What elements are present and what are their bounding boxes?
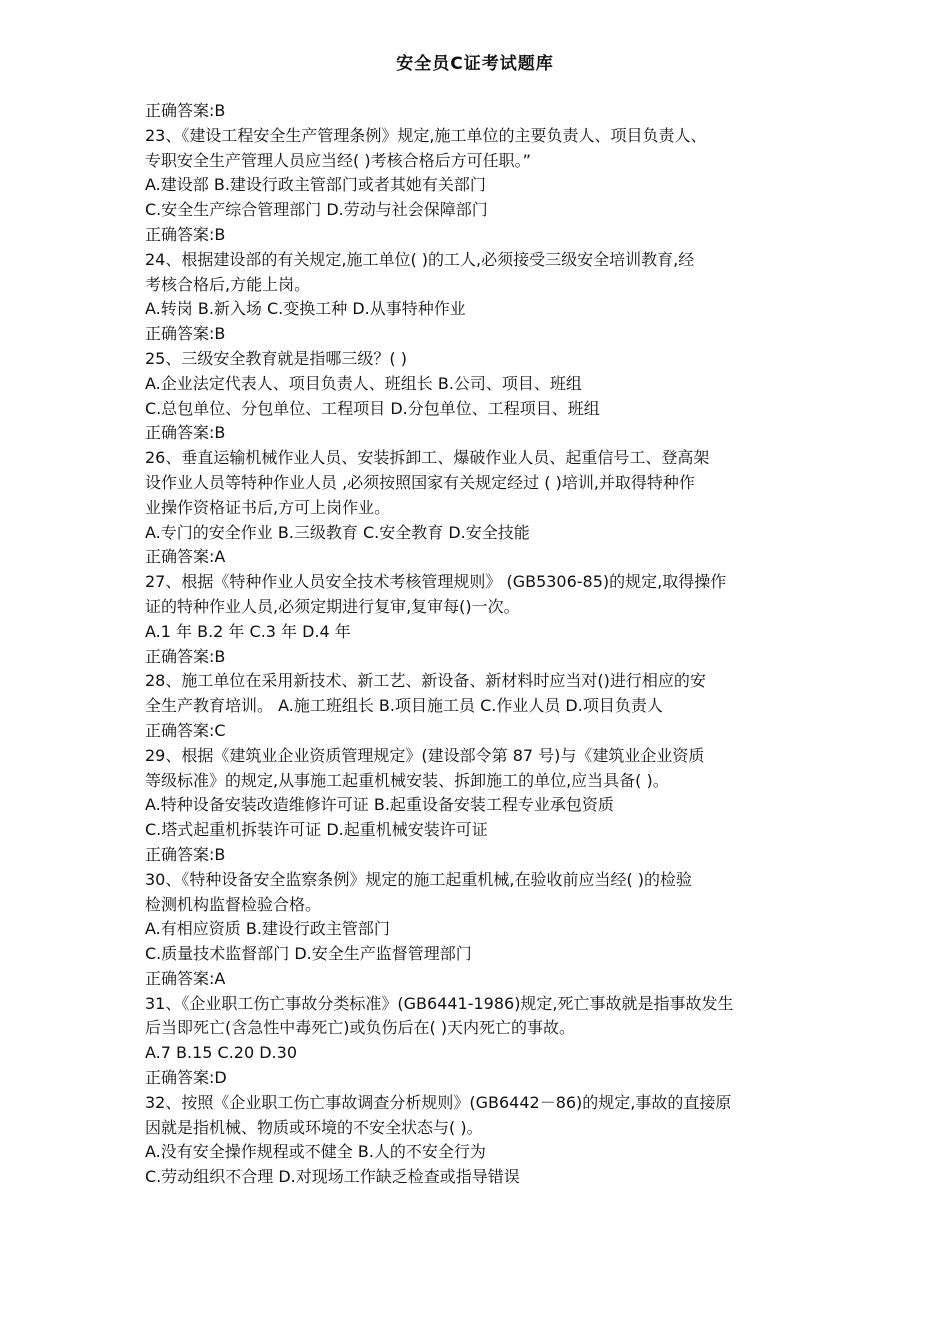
text-line: 31、《企业职工伤亡事故分类标准》(GB6441-1986)规定,死亡事故就是指事故发生	[145, 993, 734, 1013]
text-line: 考核合格后,方能上岗。	[145, 274, 311, 294]
page-title: 安全员C证考试题库	[396, 54, 554, 74]
text-line: 全生产教育培训。 A.施工班组长 B.项目施工员 C.作业人员 D.项目负责人	[145, 696, 663, 716]
text-line: 正确答案:A	[145, 547, 226, 567]
text-line: 27、根据《特种作业人员安全技术考核管理规则》 (GB5306-85)的规定,取得操作	[145, 572, 727, 592]
text-line: 正确答案:D	[145, 1068, 227, 1088]
text-line: 后当即死亡(含急性中毒死亡)或负伤后在( )天内死亡的事故。	[145, 1018, 576, 1038]
text-line: 因就是指机械、物质或环境的不安全状态与( )。	[145, 1117, 483, 1137]
text-line: 专职安全生产管理人员应当经( )考核合格后方可任职。”	[145, 150, 531, 170]
text-line: 正确答案:A	[145, 968, 226, 988]
text-line: A.7 B.15 C.20 D.30	[145, 1043, 297, 1063]
text-line: 28、施工单位在采用新技术、新工艺、新设备、新材料时应当对()进行相应的安	[145, 671, 706, 691]
text-line: 正确答案:B	[145, 844, 226, 864]
text-line: 26、垂直运输机械作业人员、安装拆卸工、爆破作业人员、起重信号工、登高架	[145, 448, 710, 468]
text-line: C.塔式起重机拆装许可证 D.起重机械安装许可证	[145, 820, 488, 840]
text-line: 正确答案:B	[145, 324, 226, 344]
text-line: 正确答案:B	[145, 101, 226, 120]
text-line: A.企业法定代表人、项目负责人、班组长 B.公司、项目、班组	[145, 373, 582, 393]
text-line: A.专门的安全作业 B.三级教育 C.安全教育 D.安全技能	[145, 522, 530, 542]
text-line: 23、《建设工程安全生产管理条例》规定,施工单位的主要负责人、项目负责人、	[145, 125, 707, 145]
text-line: A.转岗 B.新入场 C.变换工种 D.从事特种作业	[145, 299, 466, 319]
text-line: 29、根据《建筑业企业资质管理规定》(建设部令第 87 号)与《建筑业企业资质	[145, 745, 705, 765]
text-line: C.安全生产综合管理部门 D.劳动与社会保障部门	[145, 200, 488, 220]
text-line: A.特种设备安装改造维修许可证 B.起重设备安装工程专业承包资质	[145, 795, 614, 815]
text-line: 30、《特种设备安全监察条例》规定的施工起重机械,在验收前应当经( )的检验	[145, 869, 693, 889]
text-line: 24、根据建设部的有关规定,施工单位( )的工人,必须接受三级安全培训教育,经	[145, 249, 695, 269]
text-line: A.建设部 B.建设行政主管部门或者其她有关部门	[145, 175, 486, 195]
text-line: 正确答案:B	[145, 224, 226, 244]
text-line: C.劳动组织不合理 D.对现场工作缺乏检查或指导错误	[145, 1167, 520, 1187]
text-line: A.有相应资质 B.建设行政主管部门	[145, 919, 390, 939]
text-line: 正确答案:B	[145, 646, 226, 666]
text-line: C.总包单位、分包单位、工程项目 D.分包单位、工程项目、班组	[145, 398, 600, 418]
text-line: 证的特种作业人员,必须定期进行复审,复审每()一次。	[145, 596, 520, 616]
text-line: 业操作资格证书后,方可上岗作业。	[145, 497, 391, 517]
text-line: A.1 年 B.2 年 C.3 年 D.4 年	[145, 621, 351, 641]
text-line: 检测机构监督检验合格。	[145, 894, 322, 914]
text-line: 设作业人员等特种作业人员 ,必须按照国家有关规定经过 ( )培训,并取得特种作	[145, 472, 695, 492]
text-line: 正确答案:C	[145, 720, 226, 740]
text-line: 正确答案:B	[145, 423, 226, 443]
text-line: 25、三级安全教育就是指哪三级？( )	[145, 348, 407, 368]
document-body	[145, 99, 825, 1190]
text-line: A.没有安全操作规程或不健全 B.人的不安全行为	[145, 1142, 486, 1162]
text-line: 等级标准》的规定,从事施工起重机械安装、拆卸施工的单位,应当具备( )。	[145, 770, 669, 790]
text-line: C.质量技术监督部门 D.安全生产监督管理部门	[145, 944, 472, 964]
text-line: 32、按照《企业职工伤亡事故调查分析规则》(GB6442－86)的规定,事故的直接原	[145, 1092, 732, 1112]
